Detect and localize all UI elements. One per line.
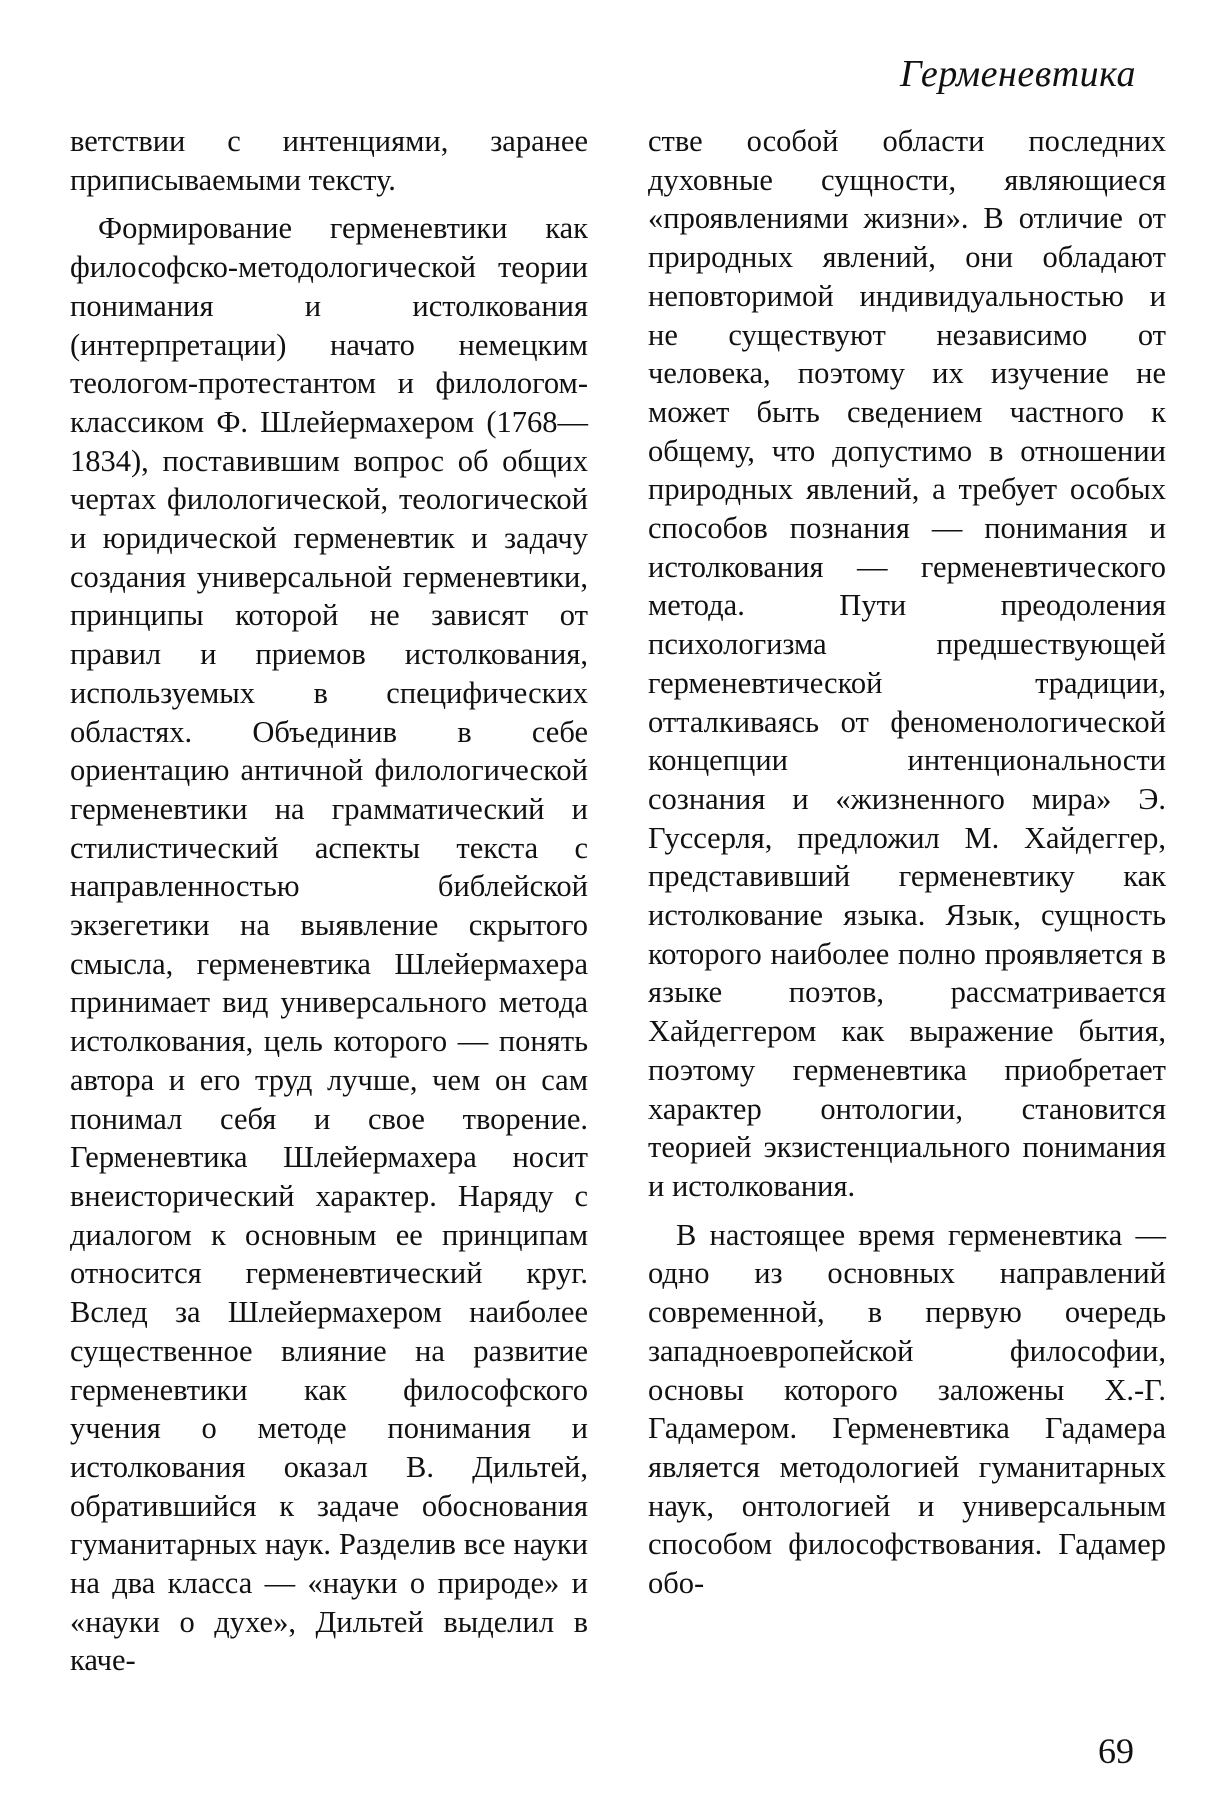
right-paragraph-2: В настоящее время герменевтика — одно из основных направлений современной, в первую очередь западноевропейской философии, основы которого заложены Х.-Г. Гадамером. Герменевтика Гадамера является методологией гуманитарных наук, онтологией и универсальным способом философствования. Гадамер обо- <box>648 1217 1166 1601</box>
left-column <box>70 122 588 1690</box>
running-title: Герменевтика <box>899 53 1136 95</box>
page-number: 69 <box>1098 1731 1134 1771</box>
left-paragraph-1: ветствии с интенциями, заранее приписываемыми тексту. <box>70 124 588 197</box>
left-paragraph-2: Формирование герменевтики как философско-методологической теории понимания и истолкования (интерпретации) начато немецким теологом-протестантом и филологом-классиком Ф. Шлейермахером (1768—1834), поставившим вопрос об общих чертах филологической, теологической и юридической герменевтик и задачу создания универсальной герменевтики, принципы которой не зависят от правил и приемов истолкования, используемых в специфических областях. Объединив в себе ориентацию античной филологической герменевтики на грамматический и стилистический аспекты текста с направленностью библейской экзегетики на выявление скрытого смысла, герменевтика Шлейермахера принимает вид универсального метода истолкования, цель которого — понять автора и его труд лучше, чем он сам понимал себя и свое творение. Герменевтика Шлейермахера носит внеисторический характер. Наряду с диалогом к основным ее принципам относится герменевтический круг. Вслед за Шлейермахером наиболее существенное влияние на развитие герменевтики как философского учения о методе понимания и истолкования оказал В. Дильтей, обратившийся к задаче обоснования гуманитарных наук. Разделив все науки на два класса — «науки о природе» и «науки о духе», Дильтей выделил в каче- <box>70 211 588 1678</box>
right-column <box>648 122 1166 1613</box>
right-paragraph-1: стве особой области последних духовные сущности, являющиеся «проявлениями жизни». В отличие от природных явлений, они обладают неповторимой индивидуальностью и не существуют независимо от человека, поэтому их изучение не может быть сведением частного к общему, что допустимо в отношении природных явлений, а требует особых способов познания — понимания и истолкования — герменевтического метода. Пути преодоления психологизма предшествующей герменевтической традиции, отталкиваясь от феноменологической концепции интенциональности сознания и «жизненного мира» Э. Гуссерля, предложил М. Хайдеггер, представивший герменевтику как истолкование языка. Язык, сущность которого наиболее полно проявляется в языке поэтов, рассматривается Хайдеггером как выражение бытия, поэтому герменевтика приобретает характер онтологии, становится теорией экзистенциального понимания и истолкования. <box>648 124 1166 1203</box>
